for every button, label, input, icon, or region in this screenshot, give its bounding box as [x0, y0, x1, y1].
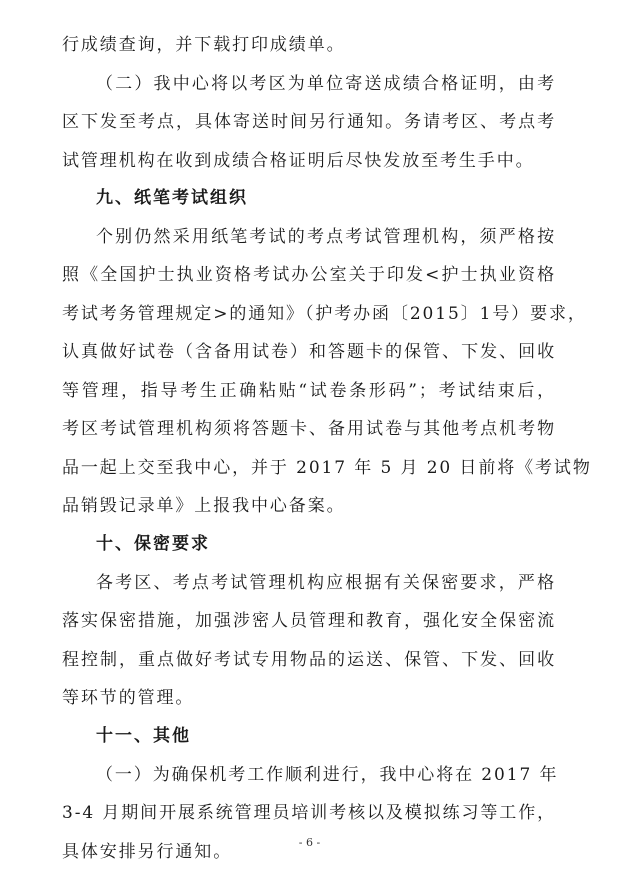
- paragraph-line: 各考区、考点考试管理机构应根据有关保密要求，严格: [96, 573, 556, 593]
- paragraph-line: 3-4 月期间开展系统管理员培训考核以及模拟练习等工作，: [62, 803, 556, 823]
- paragraph-line: 具体安排另行通知。: [62, 842, 233, 862]
- paragraph-line: 区下发至考点，具体寄送时间另行通知。务请考区、考点考: [62, 112, 556, 132]
- paragraph-line: 考试考务管理规定>的通知》（护考办函〔2015〕1号）要求，: [62, 304, 587, 324]
- page-number: - 6 -: [298, 836, 321, 849]
- paragraph-line: （二）我中心将以考区为单位寄送成绩合格证明，由考: [96, 74, 556, 94]
- paragraph-line: 试管理机构在收到成绩合格证明后尽快发放至考生手中。: [62, 151, 535, 171]
- paragraph-line: 品一起上交至我中心，并于 2017 年 5 月 20 日前将《考试物: [62, 458, 592, 478]
- paragraph-line: 行成绩查询，并下载打印成绩单。: [62, 35, 346, 55]
- section-heading: 十、保密要求: [96, 534, 210, 554]
- paragraph-line: 个别仍然采用纸笔考试的考点考试管理机构，须严格按: [96, 227, 556, 247]
- paragraph-line: （一）为确保机考工作顺利进行，我中心将在 2017 年: [96, 765, 559, 785]
- paragraph-line: 等环节的管理。: [62, 688, 195, 708]
- section-heading: 十一、其他: [96, 726, 191, 746]
- paragraph-line: 考区考试管理机构须将答题卡、备用试卷与其他考点机考物: [62, 419, 556, 439]
- paragraph-line: 品销毁记录单》上报我中心备案。: [62, 496, 346, 516]
- paragraph-line: 等管理，指导考生正确粘贴“试卷条形码”；考试结束后，: [62, 381, 556, 401]
- paragraph-line: 落实保密措施，加强涉密人员管理和教育，强化安全保密流: [62, 611, 556, 631]
- paragraph-line: 程控制，重点做好考试专用物品的运送、保管、下发、回收: [62, 650, 556, 670]
- paragraph-line: 照《全国护士执业资格考试办公室关于印发<护士执业资格: [62, 265, 556, 285]
- section-heading: 九、纸笔考试组织: [96, 188, 248, 208]
- paragraph-line: 认真做好试卷（含备用试卷）和答题卡的保管、下发、回收: [62, 342, 556, 362]
